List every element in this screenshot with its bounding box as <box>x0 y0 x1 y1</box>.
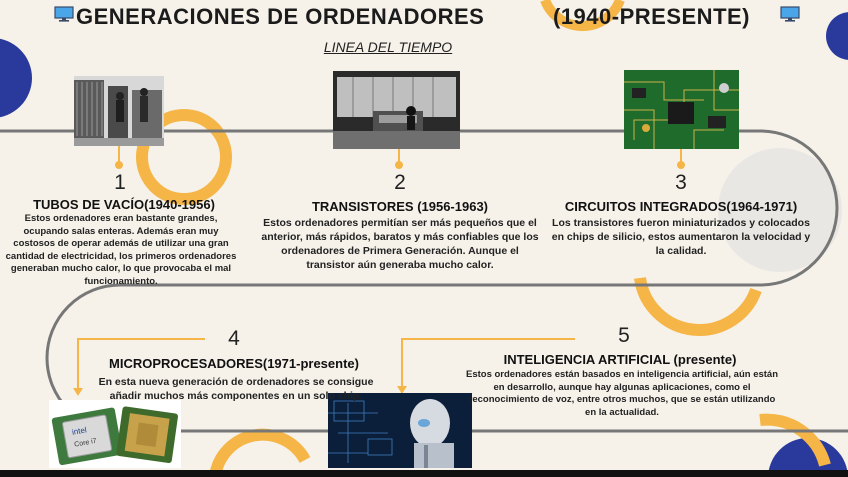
navy-circle-top-right <box>826 12 848 60</box>
generation-1-title: TUBOS DE VACÍO(1940-1956) <box>33 197 215 212</box>
transistor-computer-photo <box>333 71 460 149</box>
chip-model-label: Core i7 <box>73 437 98 449</box>
ai-robot-photo <box>328 393 472 468</box>
generation-1-text: Estos ordenadores eran bastante grandes, ocupando salas enteras. Además eran muy costosos de operar además de utilizar una gran cantidad de electricidad, los primeros ordenadores generaban mucho calor, lo que provocaba el mal funcionamiento. <box>5 213 237 287</box>
generation-2-text: Estos ordenadores permitían ser más pequeños que el anterior, más rápidos, baratos y más confiables que los ordenadores de Primera Generación. Aunque el transistor aún generaba mucho calor. <box>261 217 539 271</box>
page-subtitle: LINEA DEL TIEMPO <box>323 39 453 55</box>
timeline-dot-2 <box>395 161 403 169</box>
generation-2-title: TRANSISTORES (1956-1963) <box>311 199 489 214</box>
timeline-dot-1 <box>115 161 123 169</box>
generation-4-text: En esta nueva generación de ordenadores se consigue añadir muchos más componentes en un solo chip. <box>98 376 374 402</box>
generation-4-number: 4 <box>228 327 240 350</box>
generation-1-number: 1 <box>114 171 126 194</box>
generation-4-title: MICROPROCESADORES(1971-presente) <box>109 356 359 371</box>
generation-5-title: INTELIGENCIA ARTIFICIAL (presente) <box>503 352 737 367</box>
generation-3-number: 3 <box>675 171 687 194</box>
generation-3-title: CIRCUITOS INTEGRADOS(1964-1971) <box>564 199 798 214</box>
generation-5-text: Estos ordenadores están basados en inteligencia artificial, aún están en desarrollo, aunque hay algunas aplicaciones, como el reconocimiento de voz, entre otros muchos, que se están utilizando en la actualidad. <box>466 369 779 418</box>
monitor-icon-right <box>780 6 800 22</box>
circuit-board-photo <box>624 70 739 149</box>
bottom-bar <box>0 470 848 477</box>
navy-circle-left <box>0 38 32 118</box>
generation-2-number: 2 <box>394 171 406 194</box>
monitor-icon-left <box>54 6 74 22</box>
timeline-dot-3 <box>677 161 685 169</box>
cpu-chips-photo <box>49 400 181 468</box>
generation-5-number: 5 <box>618 324 630 347</box>
chip-brand-label: intel <box>71 425 88 437</box>
page-title-years: (1940-PRESENTE) <box>553 4 751 29</box>
generation-3-text: Los transistores fueron miniaturizados y colocados en chips de silicio, estos aumentaron la velocidad y la calidad. <box>551 217 811 257</box>
vacuum-tube-computer-photo <box>74 76 164 146</box>
page-title: GENERACIONES DE ORDENADORES <box>76 4 485 29</box>
